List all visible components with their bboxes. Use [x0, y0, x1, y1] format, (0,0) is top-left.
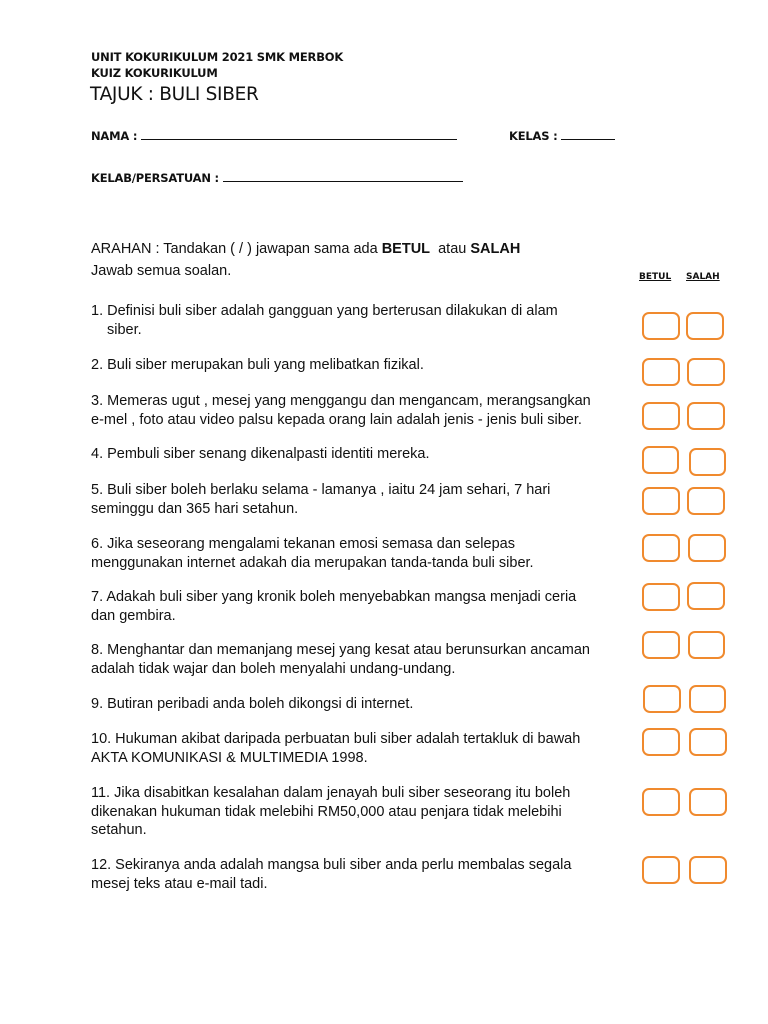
question-11 [91, 784, 621, 840]
instructions-middle: atau [438, 241, 467, 257]
salah-checkbox-1[interactable] [686, 312, 724, 340]
salah-checkbox-7[interactable] [687, 582, 725, 610]
instructions-line2: Jawab semua soalan. [91, 263, 232, 279]
kelab-field [91, 170, 463, 185]
instructions-salah: SALAH [470, 241, 521, 257]
question-2 [91, 356, 621, 375]
salah-checkbox-9[interactable] [689, 685, 726, 713]
salah-column-header: SALAH [686, 272, 720, 282]
question-text: 1. Definisi buli siber adalah gangguan yang berterusan dilakukan di alam [91, 303, 558, 319]
question-4 [91, 445, 621, 464]
question-5 [91, 481, 621, 518]
question-text: 12. Sekiranya anda adalah mangsa buli siber anda perlu membalas segala [91, 857, 572, 873]
salah-checkbox-2[interactable] [687, 358, 725, 386]
betul-checkbox-11[interactable] [642, 788, 680, 816]
question-text: 10. Hukuman akibat daripada perbuatan buli siber adalah tertakluk di bawah [91, 731, 581, 747]
question-text: seminggu dan 365 hari setahun. [91, 500, 299, 517]
question-text: 7. Adakah buli siber yang kronik boleh menyebabkan mangsa menjadi ceria [91, 589, 577, 605]
instructions [91, 241, 520, 257]
betul-checkbox-7[interactable] [642, 583, 680, 611]
question-text: mesej teks atau e-mail tadi. [91, 875, 268, 892]
betul-checkbox-8[interactable] [642, 631, 680, 659]
question-1 [91, 302, 621, 339]
kelas-label: KELAS : [509, 129, 558, 143]
kelab-input-line[interactable] [223, 170, 463, 182]
salah-checkbox-11[interactable] [689, 788, 727, 816]
question-9 [91, 695, 621, 714]
question-10 [91, 730, 621, 767]
question-6 [91, 535, 621, 572]
question-text: 4. Pembuli siber senang dikenalpasti identiti mereka. [91, 446, 430, 462]
question-text: dan gembira. [91, 607, 176, 624]
instructions-betul: BETUL [381, 241, 431, 257]
kelab-label: KELAB/PERSATUAN : [91, 171, 219, 185]
kelas-input-line[interactable] [561, 128, 615, 140]
question-8 [91, 641, 621, 678]
betul-checkbox-3[interactable] [642, 402, 680, 430]
salah-checkbox-10[interactable] [689, 728, 727, 756]
question-text: 9. Butiran peribadi anda boleh dikongsi di internet. [91, 696, 414, 712]
question-text: dikenakan hukuman tidak melebihi RM50,000 atau penjara tidak melebihi [91, 803, 562, 820]
unit-heading: UNIT KOKURIKULUM 2021 SMK MERBOK [91, 50, 344, 64]
betul-checkbox-1[interactable] [642, 312, 680, 340]
question-text: AKTA KOMUNIKASI & MULTIMEDIA 1998. [91, 749, 368, 766]
salah-checkbox-12[interactable] [689, 856, 727, 884]
salah-checkbox-5[interactable] [687, 487, 725, 515]
question-text: 6. Jika seseorang mengalami tekanan emosi semasa dan selepas [91, 536, 515, 552]
salah-checkbox-4[interactable] [689, 448, 726, 476]
kelas-field [509, 128, 615, 143]
question-text: setahun. [91, 822, 147, 838]
question-text: 3. Memeras ugut , mesej yang menggangu dan mengancam, merangsangkan [91, 393, 591, 409]
nama-label: NAMA : [91, 129, 138, 143]
betul-checkbox-9[interactable] [643, 685, 681, 713]
question-text: adalah tidak wajar dan boleh menyalahi undang-undang. [91, 660, 456, 677]
page-title: TAJUK : BULI SIBER [90, 84, 259, 105]
question-text: 5. Buli siber boleh berlaku selama - lamanya , iaitu 24 jam sehari, 7 hari [91, 482, 551, 498]
question-text: 8. Menghantar dan memanjang mesej yang kesat atau berunsurkan ancaman [91, 642, 590, 658]
salah-checkbox-8[interactable] [688, 631, 725, 659]
question-text: menggunakan internet adakah dia merupakan tanda-tanda buli siber. [91, 554, 534, 571]
betul-checkbox-12[interactable] [642, 856, 680, 884]
instructions-prefix: ARAHAN : Tandakan ( / ) jawapan sama ada [91, 241, 378, 257]
question-text: 11. Jika disabitkan kesalahan dalam jenayah buli siber seseorang itu boleh [91, 785, 571, 801]
salah-checkbox-6[interactable] [688, 534, 726, 562]
question-7 [91, 588, 621, 625]
question-text: siber. [107, 321, 142, 338]
question-text: e-mel , foto atau video palsu kepada orang lain adalah jenis - jenis buli siber. [91, 411, 582, 428]
betul-checkbox-4[interactable] [642, 446, 679, 474]
question-text: 2. Buli siber merupakan buli yang melibatkan fizikal. [91, 357, 424, 373]
betul-checkbox-5[interactable] [642, 487, 680, 515]
betul-checkbox-6[interactable] [642, 534, 680, 562]
salah-checkbox-3[interactable] [687, 402, 725, 430]
nama-input-line[interactable] [141, 128, 457, 140]
nama-field [91, 128, 457, 143]
question-3 [91, 392, 621, 429]
betul-checkbox-10[interactable] [642, 728, 680, 756]
betul-checkbox-2[interactable] [642, 358, 680, 386]
betul-column-header: BETUL [639, 272, 672, 282]
question-12 [91, 856, 621, 893]
quiz-heading: KUIZ KOKURIKULUM [91, 66, 218, 80]
